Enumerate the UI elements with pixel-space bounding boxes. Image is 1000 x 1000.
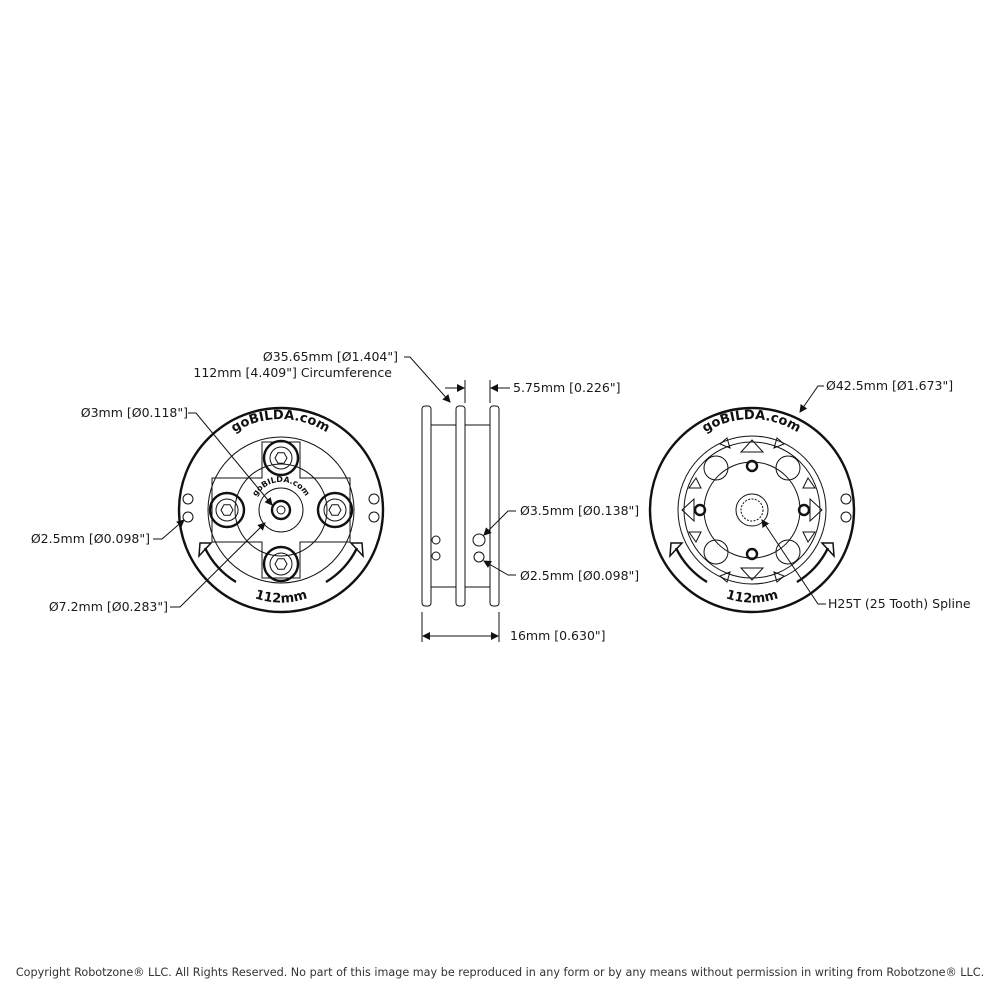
dim-bore: Ø3mm [Ø0.118"] [80,405,188,420]
front-side-hole-right-top [369,494,379,504]
front-hub-boss [259,488,303,532]
dim-hub: Ø7.2mm [Ø0.283"] [48,599,168,614]
spline-teeth [741,499,763,521]
back-side-hole-top [841,494,851,504]
back-size-mark: 112mm [724,587,780,607]
back-tread-inner-edge [678,436,826,584]
front-side-hole-right-bottom [369,512,379,522]
dim-wheel-dia: Ø35.65mm [Ø1.404"] [262,349,398,364]
screw-bottom [264,547,298,581]
front-arrow-right [326,548,357,582]
dim-outer-dia: Ø42.5mm [Ø1.673"] [826,378,954,393]
screw-right [318,493,352,527]
front-view [31,405,383,614]
front-side-hole-top [183,494,193,504]
side-hole-left-1 [432,536,440,544]
copyright-text: Copyright Robotzone® LLC. All Rights Reserved. No part of this image may be reproduced in any form or by any means without permission in writing from Robotzone® LLC. [15,966,985,979]
back-side-hole-bottom [841,512,851,522]
side-hole-left-2 [432,552,440,560]
dim-side-holes: Ø2.5mm [Ø0.098"] [30,531,150,546]
leader-wheel-dia [404,357,450,402]
front-brand-text: goBILDA.com [228,407,333,436]
back-view [650,378,971,612]
front-arrow-left [205,548,236,582]
back-brand-text: goBILDA.com [699,407,804,436]
back-outer-rim [650,408,854,612]
screw-left [210,493,244,527]
screw-top [264,441,298,475]
dim-width: 16mm [0.630"] [510,628,606,643]
leader-big-hole [484,511,516,535]
side-flange-middle [456,406,465,606]
dim-flange-gap: 5.75mm [0.226"] [513,380,621,395]
front-size-mark: 112mm [253,587,309,607]
side-hole-big [473,534,485,546]
leader-small-hole [484,561,516,575]
dim-spline: H25T (25 Tooth) Spline [828,596,971,611]
front-bore [272,501,290,519]
hub-brand-text: goBILDA.com [250,474,312,498]
dim-big-hole: Ø3.5mm [Ø0.138"] [520,503,640,518]
dim-circumference: 112mm [4.409"] Circumference [193,365,392,380]
side-flange-left [422,406,431,606]
front-side-hole-bottom [183,512,193,522]
side-hole-small [474,552,484,562]
side-flange-right [490,406,499,606]
back-spoke-pattern [682,438,822,582]
leader-outer-dia [800,386,824,412]
front-tread-inner-edge [208,437,354,583]
dim-small-hole: Ø2.5mm [Ø0.098"] [520,568,640,583]
